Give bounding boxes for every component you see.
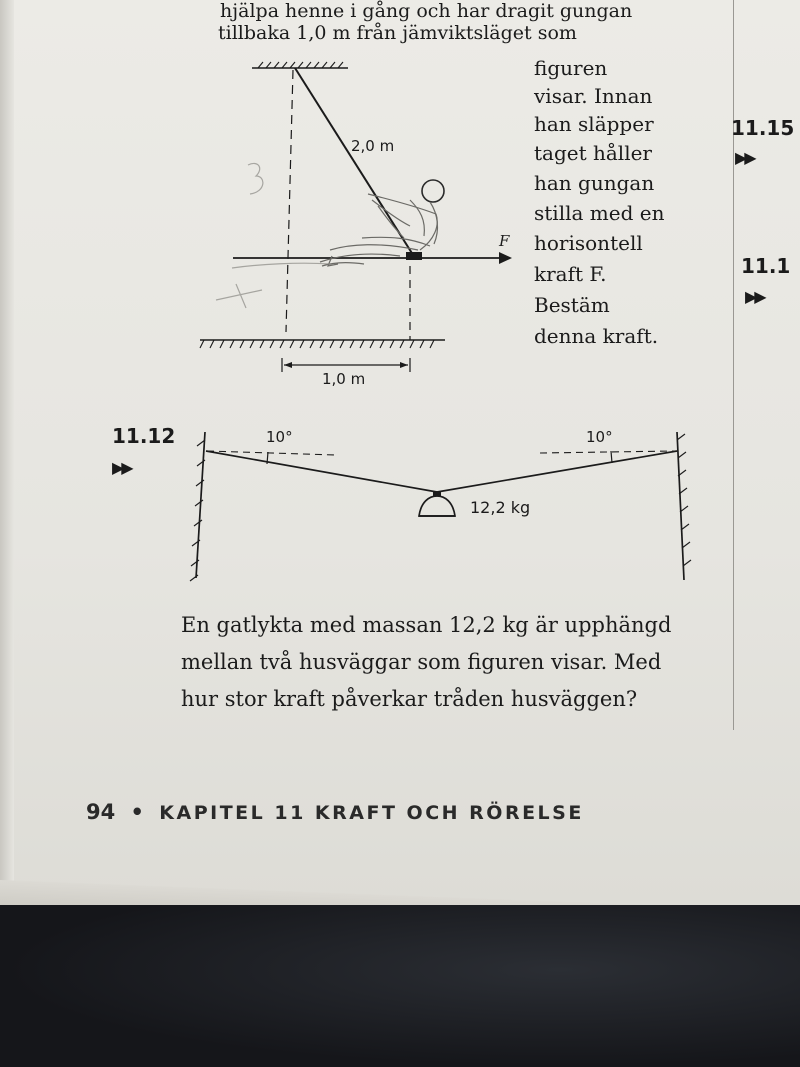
angle-left-label: 10° bbox=[266, 428, 293, 446]
double-arrow-icon: ▶▶ bbox=[745, 287, 764, 306]
right-wall-hatching bbox=[677, 434, 691, 566]
problem-text-line: hur stor kraft påverkar tråden husväggen? bbox=[181, 687, 638, 711]
top-text-line-2: tillbaka 1,0 m från jämviktsläget som bbox=[218, 22, 577, 44]
background-surface bbox=[0, 905, 800, 1067]
rope-length-label: 2,0 m bbox=[351, 137, 395, 155]
problem-text-line: han gungan bbox=[534, 171, 655, 195]
chapter-title: KAPITEL 11 KRAFT OCH RÖRELSE bbox=[159, 802, 584, 824]
angle-right-label: 10° bbox=[586, 428, 613, 446]
double-arrow-icon: ▶▶ bbox=[112, 458, 131, 477]
problem-text-line: han släpper bbox=[534, 112, 654, 136]
reference-dashed-right bbox=[540, 451, 675, 453]
problem-text-line: visar. Innan bbox=[534, 84, 653, 108]
problem-text-line: denna kraft. bbox=[534, 324, 659, 348]
displacement-label: 1,0 m bbox=[322, 370, 366, 388]
footer-separator: • bbox=[130, 800, 144, 824]
problem-text-line: kraft F. bbox=[534, 262, 607, 286]
wire-left bbox=[206, 451, 437, 492]
side-problem-number: 11.1 bbox=[741, 254, 791, 278]
side-problem-number: 11.15 bbox=[731, 116, 795, 140]
problem-text-line: horisontell bbox=[534, 231, 643, 255]
page-footer bbox=[86, 800, 584, 824]
mass-label: 12,2 kg bbox=[470, 498, 531, 517]
problem-text-line: Bestäm bbox=[534, 293, 610, 317]
double-arrow-icon: ▶▶ bbox=[735, 148, 754, 167]
problem-number: 11.12 bbox=[112, 424, 176, 448]
top-text-line-1: hjälpa henne i gång och har dragit gungan bbox=[220, 0, 633, 22]
left-wall bbox=[196, 432, 205, 578]
street-lamp bbox=[419, 496, 455, 516]
problem-text-line: mellan två husväggar som figuren visar. Med bbox=[181, 650, 662, 674]
page-number: 94 bbox=[86, 800, 116, 824]
problem-text-line: stilla med en bbox=[534, 201, 665, 225]
wire-right bbox=[437, 451, 677, 492]
problem-text-line: figuren bbox=[534, 56, 608, 80]
force-label: F bbox=[499, 232, 510, 250]
problem-text-line: En gatlykta med massan 12,2 kg är upphängd bbox=[181, 613, 672, 637]
problem-text-line: taget håller bbox=[534, 141, 652, 165]
